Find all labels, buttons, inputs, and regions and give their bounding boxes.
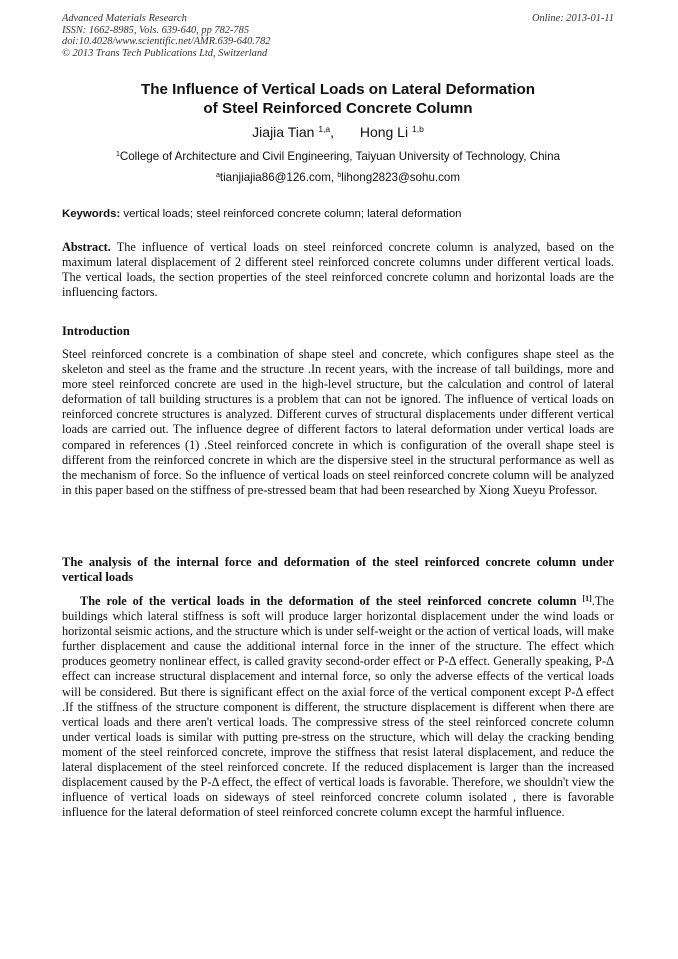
keywords-label: Keywords: bbox=[62, 208, 121, 220]
affiliation-text: College of Architecture and Civil Engineering, Taiyuan University of Technology, China bbox=[119, 150, 561, 163]
keywords bbox=[62, 207, 462, 221]
author-name: Hong Li bbox=[359, 124, 409, 140]
analysis-lead-sentence: The role of the vertical loads in the deformation of the steel reinforced concrete column bbox=[80, 594, 577, 608]
keywords-text: vertical loads; steel reinforced concrete column; lateral deformation bbox=[120, 208, 462, 220]
email-separator: , bbox=[330, 171, 338, 184]
email-mark: a bbox=[215, 172, 220, 179]
reference-mark: [1] bbox=[582, 594, 592, 603]
issn-line: ISSN: 1662-8985, Vols. 639-640, pp 782-785 bbox=[62, 24, 250, 36]
doi-line: doi:10.4028/www.scientific.net/AMR.639-640.782 bbox=[62, 36, 271, 48]
author-name: Jiajia Tian bbox=[252, 124, 315, 140]
title-line-1: The Influence of Vertical Loads on Lateral Deformation bbox=[140, 81, 536, 98]
section-heading-analysis: The analysis of the internal force and deformation of the steel reinforced concrete column under vertical loads bbox=[62, 555, 614, 585]
email-link[interactable]: tianjiajia86@126.com bbox=[219, 171, 331, 184]
email-link[interactable]: lihong2823@sohu.com bbox=[341, 171, 461, 184]
journal-name: Advanced Materials Research bbox=[62, 13, 187, 24]
email-mark: b bbox=[337, 172, 342, 179]
section-heading-introduction: Introduction bbox=[62, 324, 130, 338]
online-date: Online: 2013-01-11 bbox=[531, 13, 614, 24]
affiliation-mark: 1 bbox=[115, 151, 120, 158]
copyright-line: © 2013 Trans Tech Publications Ltd, Switzerland bbox=[62, 47, 268, 59]
analysis-paragraph bbox=[62, 594, 614, 820]
affiliation bbox=[62, 150, 614, 164]
title-line-2: of Steel Reinforced Concrete Column bbox=[203, 100, 473, 117]
journal-header bbox=[62, 13, 270, 59]
author-separator: , bbox=[330, 124, 335, 140]
email-list bbox=[62, 171, 614, 185]
author-list bbox=[62, 124, 614, 141]
introduction-paragraph: Steel reinforced concrete is a combination of shape steel and concrete, which configures shape steel as the skeleton and steel as the frame and the structure .In recent years, with the increase of tall buildings, more and more steel reinforced concrete are used in the high-level structure, but the calculation and control of lateral deformation of tall building structures is a problem that can not be ignored. The influence of vertical loads on reinforced concrete structures is analyzed. Different curves of structural displacements under different vertical loads are carried out. The influence degree of different factors to lateral deformation under vertical loads are compared in references (1) .Steel reinforced concrete in which is configuration of the overall shape steel is different from the reinforced concrete in which are the dispersive steel in the structural performance as well as the mechanism of force. So the influence of vertical loads on steel reinforced concrete column will be analyzed in this paper based on the stiffness of pre-stressed beam that had been researched by Xiong Xueyu Professor. bbox=[62, 347, 614, 497]
abstract-text: The influence of vertical loads on steel reinforced concrete column is analyzed, based on the maximum lateral displacement of 2 different steel reinforced concrete columns under different vertical loads. The vertical loads, the section properties of the steel reinforced concrete column and horizontal loads are the influencing factors. bbox=[62, 240, 614, 300]
analysis-text: .The buildings which lateral stiffness is soft will produce larger horizontal displacement under the wind loads or horizontal seismic actions, and the structure which is under self-weight or the action of vertical loads, will make further displacement and cause the additional internal force in the inner of the structure. The effect which produces geometry nonlinear effect, is called gravity second-order effect or P-Δ effect. Generally speaking, P-Δ effect can increase structural displacement and internal force, so only the adverse effects of the vertical loads will be considered. But there is significant effect on the axial force of the vertical component except P-Δ effect .If the stiffness of the structure component is different, the structure displacement is different when there are vertical loads and there aren't vertical loads. The compressive stress of the steel reinforced concrete column under vertical loads is similar with putting pre-stress on the structure, which will delay the cracking bending moment of the steel reinforced concrete, improve the stiffness that resist lateral displacement, and reduce the lateral displacement of the steel reinforced concrete. If the reduced displacement is larger than the increased displacement caused by the P-Δ effect, the effect of vertical loads is favorable. Therefore, we shouldn't view the influence of vertical loads on sideways of steel reinforced concrete column isolated , there is favorable influence for the lateral deformation of steel reinforced concrete column except the harmful influence. bbox=[62, 594, 614, 820]
paper-title bbox=[62, 80, 614, 118]
abstract-label: Abstract. bbox=[62, 240, 111, 254]
author-affiliation-mark: 1,a bbox=[318, 124, 331, 134]
abstract bbox=[62, 240, 614, 300]
author-affiliation-mark: 1,b bbox=[411, 124, 424, 134]
